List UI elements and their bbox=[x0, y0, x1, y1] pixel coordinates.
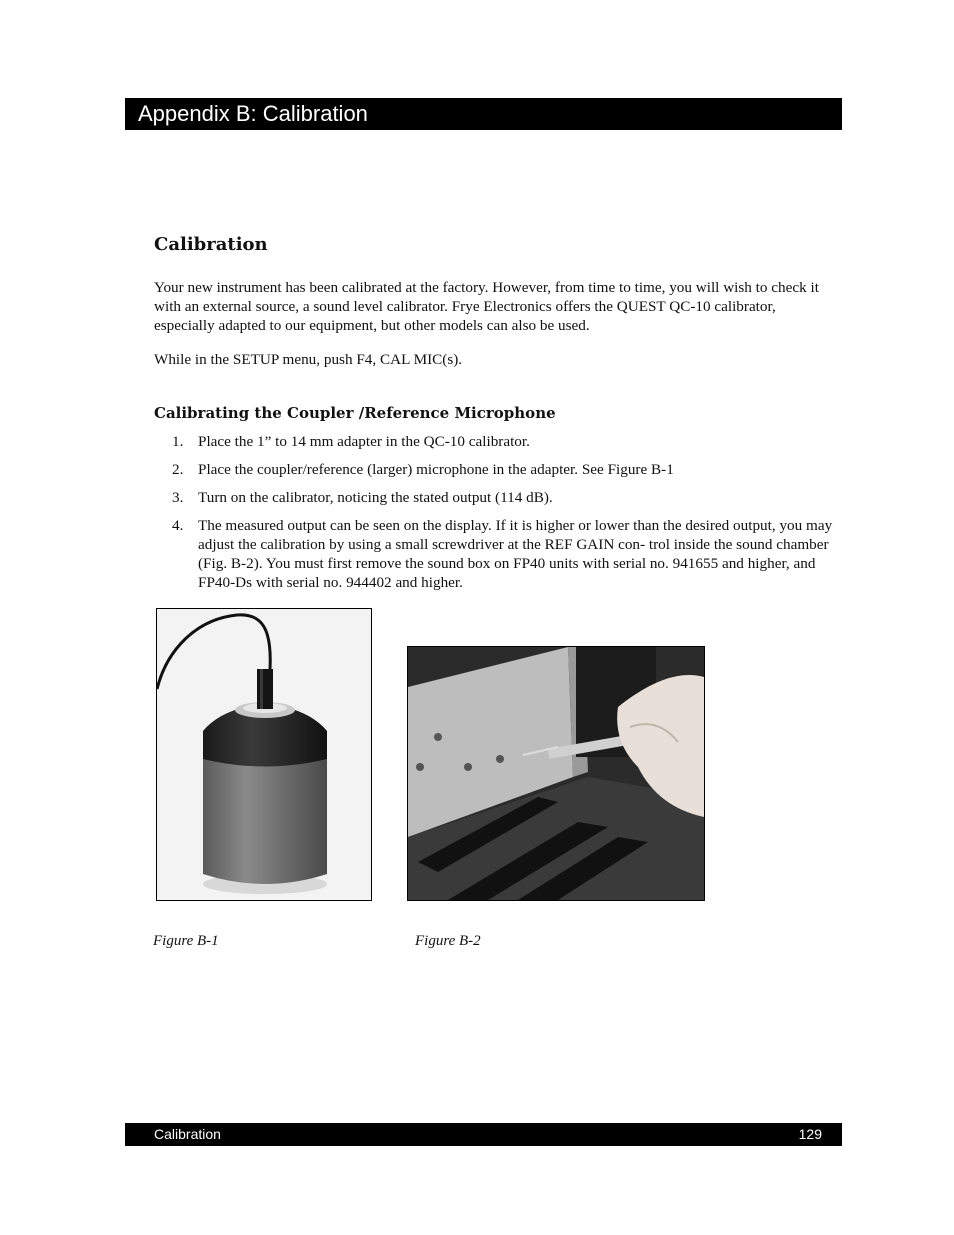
step-text: Turn on the calibrator, noticing the stated output (114 dB). bbox=[198, 489, 553, 506]
list-item bbox=[154, 516, 834, 592]
figure-b2-caption: Figure B-2 bbox=[415, 933, 481, 949]
appendix-header-bar bbox=[125, 98, 842, 130]
step-number: 4. bbox=[172, 517, 184, 534]
step-number: 2. bbox=[172, 461, 184, 478]
appendix-title: Appendix B: Calibration bbox=[138, 101, 368, 126]
footer-section-title: Calibration bbox=[154, 1126, 221, 1142]
section-title: Calibration bbox=[154, 234, 268, 255]
sound-chamber-illustration bbox=[408, 647, 704, 900]
figure-b1-caption: Figure B-1 bbox=[153, 933, 219, 949]
setup-instruction-paragraph: While in the SETUP menu, push F4, CAL MIC(s). bbox=[154, 351, 463, 368]
list-item bbox=[154, 432, 834, 451]
calibrator-illustration bbox=[157, 609, 371, 900]
step-text: Place the coupler/reference (larger) microphone in the adapter. See Figure B-1 bbox=[198, 461, 674, 478]
list-item bbox=[154, 460, 834, 479]
step-number: 1. bbox=[172, 433, 184, 450]
intro-paragraph: Your new instrument has been calibrated at the factory. However, from time to time, you will wish to check it with an external source, a sound level calibrator. Frye Electronics offers the QUEST QC-10 calibrator, especially adapted to our equipment, but other models can also be used. bbox=[154, 279, 819, 334]
list-item bbox=[154, 488, 834, 507]
figure-b2-sound-chamber-photo bbox=[407, 646, 705, 901]
subsection-title: Calibrating the Coupler /Reference Microphone bbox=[154, 404, 556, 422]
step-text: Place the 1” to 14 mm adapter in the QC-10 calibrator. bbox=[198, 433, 530, 450]
figure-b1-calibrator-photo bbox=[156, 608, 372, 901]
calibration-steps-list bbox=[154, 432, 834, 601]
step-number: 3. bbox=[172, 489, 184, 506]
page-number: 129 bbox=[798, 1126, 822, 1142]
page-footer-bar bbox=[125, 1123, 842, 1146]
step-text: The measured output can be seen on the display. If it is higher or lower than the desired output, you may adjust the calibration by using a small screwdriver at the REF GAIN con- trol inside the sound chamber (Fig. B-2). You must first remove the sound box on FP40 units with serial no. 941655 and higher, and FP40-Ds with serial no. 944402 and higher. bbox=[198, 517, 833, 591]
